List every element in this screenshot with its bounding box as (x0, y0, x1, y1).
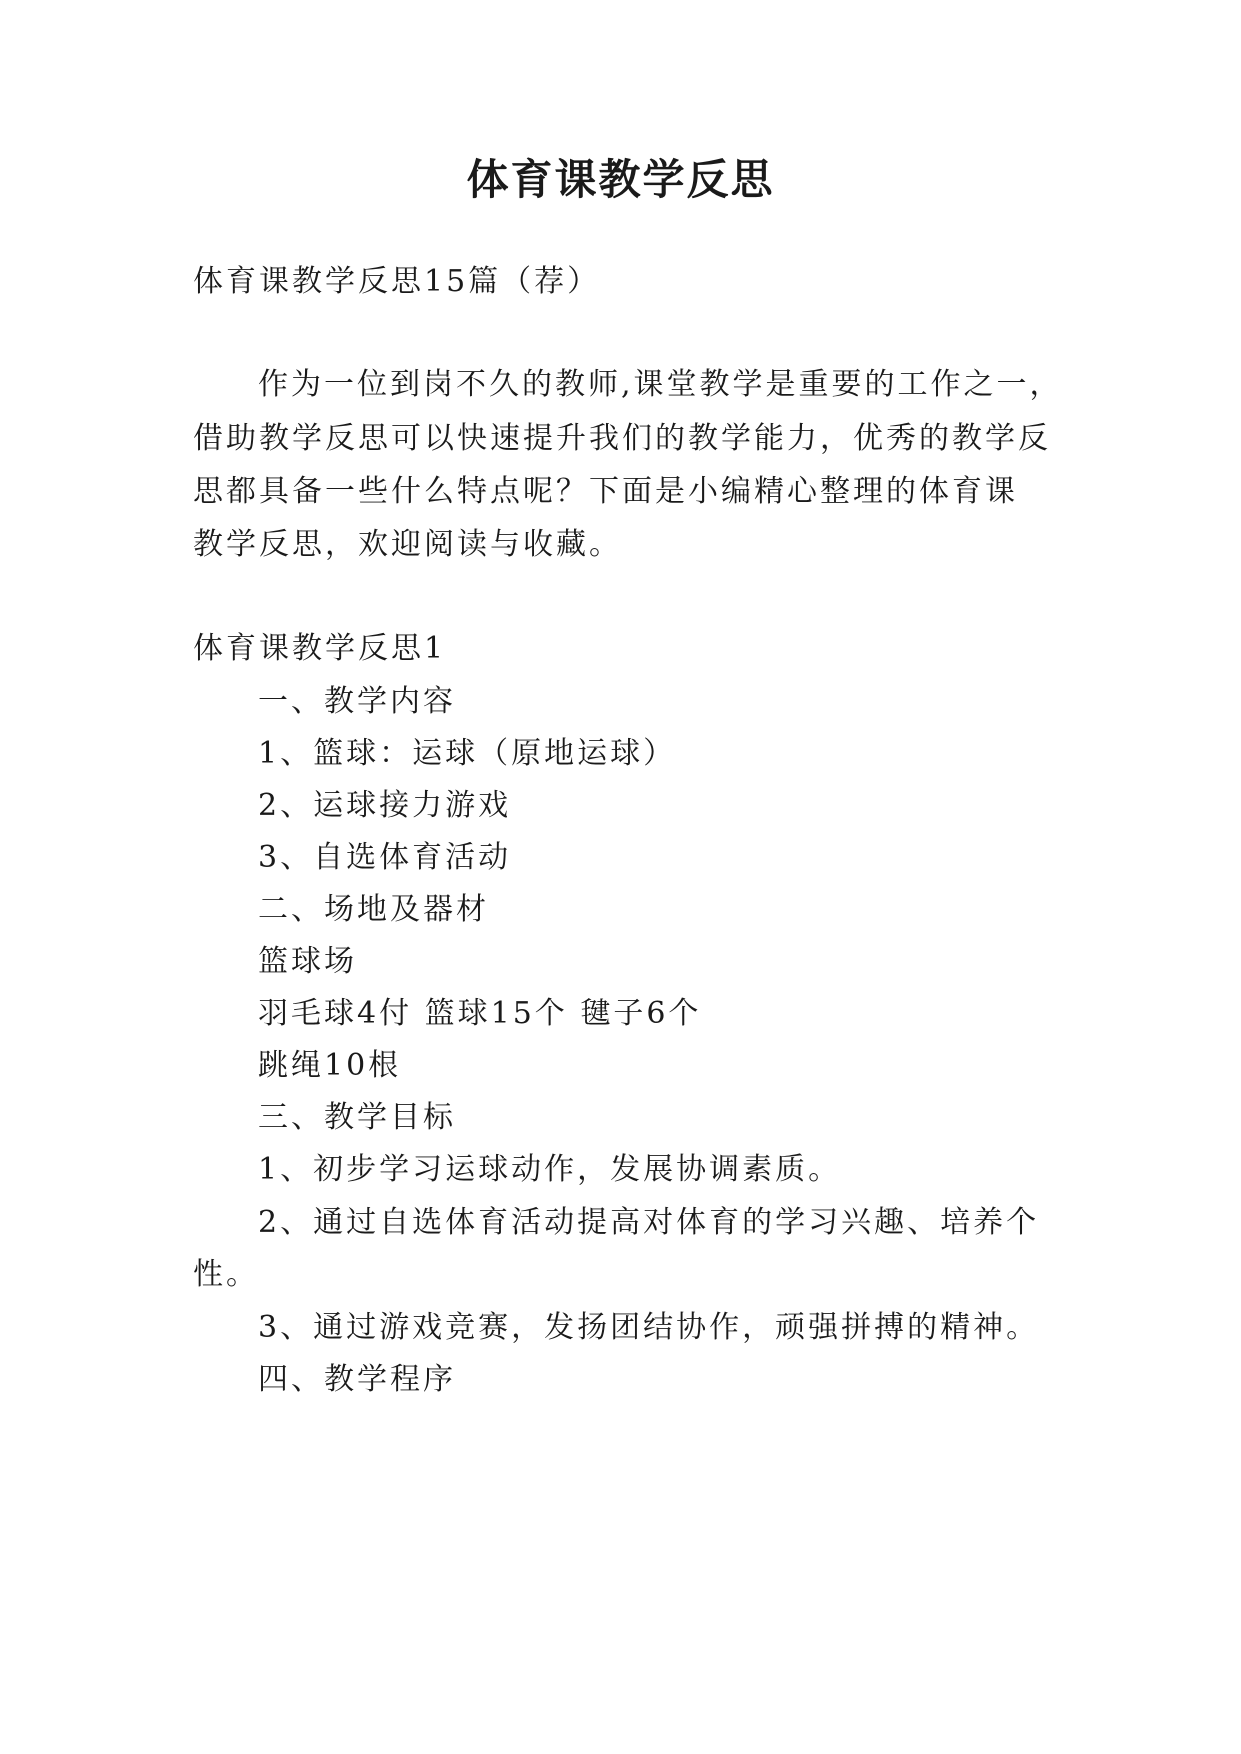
intro-line-3: 思都具备一些什么特点呢？下面是小编精心整理的体育课 (193, 474, 1018, 509)
item-goal-1: 1、初步学习运球动作，发展协调素质。 (258, 1152, 842, 1187)
item-equipment-1: 羽毛球4付 篮球15个 毽子6个 (258, 996, 702, 1031)
item-goal-3: 3、通过游戏竞赛，发扬团结协作，顽强拼搏的精神。 (258, 1310, 1040, 1345)
intro-line-1: 作为一位到岗不久的教师,课堂教学是重要的工作之一， (258, 367, 1063, 402)
intro-line-2: 借助教学反思可以快速提升我们的教学能力，优秀的教学反 (193, 421, 1051, 456)
document-title: 体育课教学反思 (466, 155, 775, 204)
document-subtitle: 体育课教学反思15篇（荐） (193, 264, 601, 299)
section-heading: 体育课教学反思1 (193, 631, 447, 666)
item-equipment-2: 跳绳10根 (258, 1048, 402, 1083)
item-venue: 篮球场 (258, 944, 357, 979)
item-teaching-goals: 三、教学目标 (258, 1100, 456, 1135)
intro-line-4: 教学反思，欢迎阅读与收藏。 (193, 527, 622, 562)
item-content-3: 3、自选体育活动 (258, 840, 512, 875)
item-venue-equipment: 二、场地及器材 (258, 892, 489, 927)
item-teaching-procedure: 四、教学程序 (258, 1362, 456, 1397)
item-goal-2-continued: 性。 (193, 1257, 259, 1292)
item-teaching-content: 一、教学内容 (258, 684, 456, 719)
item-content-2: 2、运球接力游戏 (258, 788, 512, 823)
item-content-1: 1、篮球：运球（原地运球） (258, 736, 677, 771)
item-goal-2: 2、通过自选体育活动提高对体育的学习兴趣、培养个 (258, 1205, 1040, 1240)
